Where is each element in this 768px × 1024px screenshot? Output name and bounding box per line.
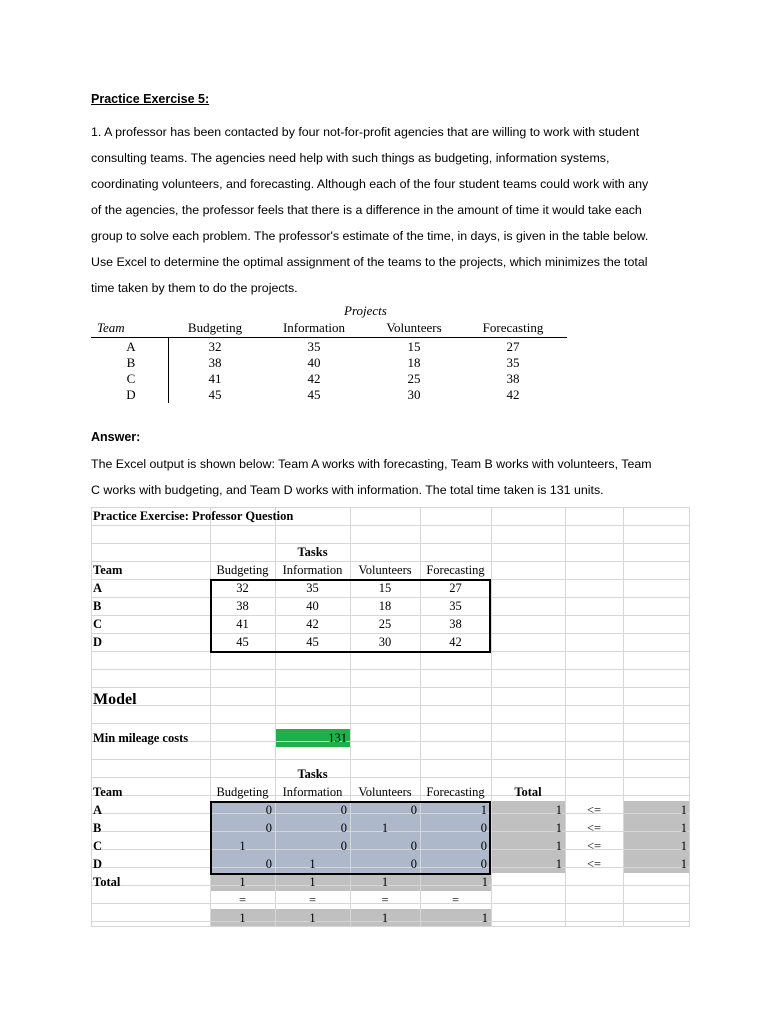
decision-cell[interactable]: 0	[265, 857, 272, 871]
cost-cell: 30	[378, 635, 392, 649]
cost-cell: 32	[236, 581, 249, 595]
gridline-h	[91, 669, 690, 670]
cost-cell: 45	[306, 635, 319, 649]
cost-cell: 40	[306, 599, 319, 613]
row-op: <=	[586, 821, 602, 835]
time-estimates-table	[91, 302, 567, 412]
col-header-volunteers-2: Volunteers	[358, 785, 412, 799]
decision-cell[interactable]: 0	[480, 839, 487, 853]
col-op: =	[308, 893, 317, 907]
cost-cell: 38	[449, 617, 462, 631]
row-team: B	[93, 599, 102, 613]
gridline-h	[91, 705, 690, 706]
exercise-title: Practice Exercise 5:	[91, 92, 210, 106]
sheet-title: Practice Exercise: Professor Question	[93, 509, 294, 523]
cost-cell: 27	[449, 581, 462, 595]
row-op: <=	[586, 839, 602, 853]
table-cell: 42	[506, 387, 520, 402]
col-op: =	[238, 893, 247, 907]
row-team: C	[93, 839, 103, 853]
decision-cell[interactable]: 1	[309, 857, 316, 871]
tasks-label: Tasks	[297, 545, 328, 559]
team-rule	[168, 338, 169, 403]
row-team: D	[126, 387, 136, 402]
table-cell: 38	[506, 371, 520, 386]
col-rhs: 1	[239, 911, 246, 925]
row-team: D	[93, 635, 103, 649]
answer-label: Answer:	[91, 430, 141, 444]
col-header-information-2: Information	[282, 785, 343, 799]
table-cell: 15	[407, 339, 421, 354]
decision-cell[interactable]: 0	[340, 821, 347, 835]
problem-line: of the agencies, the professor feels that there is a difference in the amount of time it would take each	[91, 203, 642, 217]
decision-cell[interactable]: 1	[480, 803, 487, 817]
gridline-h	[91, 777, 690, 778]
row-team: C	[126, 371, 136, 386]
cost-cell: 35	[449, 599, 462, 613]
row-team: A	[126, 339, 136, 354]
problem-line: consulting teams. The agencies need help with such things as budgeting, information systems,	[91, 151, 610, 165]
decision-cell[interactable]: 0	[410, 839, 417, 853]
gridline-h	[91, 525, 690, 526]
row-rhs: 1	[680, 821, 687, 835]
team-label: Team	[93, 563, 123, 577]
cost-cell: 25	[378, 617, 392, 631]
col-header-budgeting: Budgeting	[216, 563, 269, 577]
table-cell: 18	[407, 355, 421, 370]
team-label-2: Team	[93, 785, 123, 799]
answer-line: C works with budgeting, and Team D works with information. The total time taken is 131 units.	[91, 483, 604, 497]
table-cell: 45	[307, 387, 321, 402]
team-header: Team	[97, 320, 125, 335]
problem-line: 1. A professor has been contacted by four not-for-profit agencies that are willing to work with student	[91, 125, 640, 139]
col-header-volunteers: Volunteers	[358, 563, 412, 577]
decision-cell[interactable]: 0	[340, 839, 347, 853]
decision-cell[interactable]: 0	[480, 821, 487, 835]
objective-value[interactable]: 131	[328, 731, 347, 745]
col-header-budgeting: Budgeting	[187, 320, 243, 335]
decision-cell[interactable]: 0	[410, 803, 417, 817]
cost-cell: 45	[236, 635, 249, 649]
total-header: Total	[514, 785, 542, 799]
table-cell: 35	[307, 339, 321, 354]
table-cell: 41	[208, 371, 222, 386]
cost-cell: 41	[236, 617, 249, 631]
excel-output-sheet	[91, 507, 690, 927]
row-team: D	[93, 857, 103, 871]
table-cell: 25	[407, 371, 421, 386]
problem-statement	[91, 119, 691, 301]
objective-label: Min mileage costs	[93, 731, 189, 745]
header-rule	[91, 337, 567, 338]
answer-line: The Excel output is shown below: Team A works with forecasting, Team B works with volunteers, Team	[91, 457, 652, 471]
gridline-v	[91, 507, 92, 927]
col-total: 1	[309, 875, 316, 889]
cost-cell: 38	[236, 599, 249, 613]
table-cell: 42	[307, 371, 321, 386]
row-total: 1	[555, 857, 562, 871]
row-rhs: 1	[680, 839, 687, 853]
col-op: =	[381, 893, 389, 907]
row-team: B	[126, 355, 136, 370]
decision-cell[interactable]: 0	[480, 857, 487, 871]
row-rhs: 1	[680, 803, 687, 817]
decision-cell[interactable]: 0	[265, 821, 272, 835]
col-header-information: Information	[282, 563, 343, 577]
problem-line: Use Excel to determine the optimal assignment of the teams to the projects, which minimizes the total	[91, 255, 648, 269]
decision-cell[interactable]: 0	[410, 857, 417, 871]
gridline-v	[689, 507, 690, 927]
decision-cell[interactable]: 0	[265, 803, 272, 817]
problem-line: coordinating volunteers, and forecasting. Although each of the four student teams could work with any	[91, 177, 649, 191]
col-header-forecasting: Forecasting	[426, 563, 485, 577]
row-total: 1	[555, 803, 562, 817]
cost-cell: 42	[449, 635, 462, 649]
col-total: 1	[481, 875, 488, 889]
col-rhs: 1	[381, 911, 389, 925]
decision-cell[interactable]: 1	[239, 839, 246, 853]
row-rhs: 1	[680, 857, 687, 871]
gridline-h	[91, 687, 690, 688]
table-cell: 40	[307, 355, 321, 370]
model-label: Model	[93, 691, 137, 708]
decision-cell[interactable]: 1	[381, 821, 389, 835]
row-total: 1	[555, 839, 562, 853]
answer-text	[91, 451, 652, 503]
col-header-forecasting-2: Forecasting	[426, 785, 485, 799]
col-header-information: Information	[282, 320, 346, 335]
gridline-h	[91, 723, 690, 724]
col-header-volunteers: Volunteers	[386, 320, 442, 335]
table-cell: 32	[208, 339, 222, 354]
row-team: B	[93, 821, 102, 835]
problem-line: time taken by them to do the projects.	[91, 281, 298, 295]
col-rhs: 1	[481, 911, 488, 925]
col-total: 1	[239, 875, 246, 889]
gridline-h	[91, 543, 690, 544]
tasks-label-2: Tasks	[297, 767, 328, 781]
table-cell: 30	[407, 387, 421, 402]
table-cell: 27	[506, 339, 520, 354]
row-team: A	[93, 581, 103, 595]
col-op: =	[451, 893, 460, 907]
row-team: C	[93, 617, 103, 631]
col-header-forecasting: Forecasting	[482, 320, 544, 335]
row-total: 1	[555, 821, 562, 835]
decision-cell[interactable]: 0	[340, 803, 347, 817]
cost-cell: 18	[378, 599, 392, 613]
col-rhs: 1	[309, 911, 316, 925]
gridline-h	[91, 759, 690, 760]
cost-cell: 15	[378, 581, 392, 595]
table-cell: 45	[208, 387, 222, 402]
projects-header: Projects	[344, 303, 387, 318]
table-cell: 38	[208, 355, 222, 370]
problem-line: group to solve each problem. The professor's estimate of the time, in days, is given in the table below.	[91, 229, 649, 243]
row-team: A	[93, 803, 103, 817]
row-op: <=	[586, 857, 602, 871]
table-cell: 35	[506, 355, 520, 370]
row-op: <=	[586, 803, 602, 817]
cost-cell: 35	[306, 581, 319, 595]
col-total: 1	[381, 875, 389, 889]
cost-cell: 42	[306, 617, 319, 631]
total-row-label: Total	[93, 875, 121, 889]
col-header-budgeting-2: Budgeting	[216, 785, 269, 799]
